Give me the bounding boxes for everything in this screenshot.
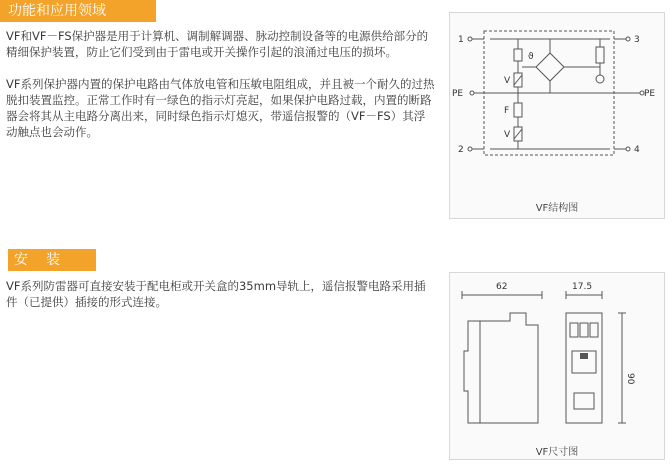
dimension-diagram-panel [449,272,665,460]
pe-right-label: PE [644,89,656,99]
paragraph-function-1: VF和VF－FS保护器是用于计算机、调制解调器、脉动控制设备等的电源供给部分的精细保护装置，防止它们受到由于雷电或开关操作引起的浪涌过电压的损坏。 [6,29,429,59]
structure-diagram-panel [449,12,665,219]
height-label: 90 [625,373,635,385]
terminal-1-label: 1 [458,35,464,45]
gas-tube [514,103,522,117]
circuit-diagram [450,13,664,193]
dimension-drawing [450,273,664,438]
varistor-2-label: V [504,130,511,140]
varistor-1-label: V [504,76,511,86]
paragraph-install: VF系列防雷器可直接安装于配电柜或开关盒的35mm导轨上，遥信报警电路采用插件（已提供）插接的形式连接。 [6,279,426,309]
paragraph-function-2: VF系列保护器内置的保护电路由气体放电管和压敏电阻组成，并且被一个耐久的过热脱扣装置监控。正常工作时有一绿色的指示灯亮起，如果保护电路过载，内置的断路器会将其从主电路分离出来，同时绿色指示灯熄灭，带遥信报警的（VF－FS）其浮动触点也会动作。 [6,77,435,139]
section-title-function: 功能和应用领域 [0,0,156,22]
terminal-2-label: 2 [458,145,464,155]
indicator-led [596,75,604,83]
section-title-install: 安装 [8,249,96,271]
thermal-fuse [514,49,522,61]
resistor [596,47,604,63]
module-width-label: 17.5 [572,282,593,292]
width-label: 62 [496,282,508,292]
terminal-3-label: 3 [634,35,640,45]
pe-left-label: PE [452,89,464,99]
terminal-4-label: 4 [634,145,640,155]
structure-caption: VF结构图 [535,203,579,214]
fuse-label: F [504,106,510,116]
side-view-outline [464,313,538,423]
theta-label: ϑ [528,52,534,62]
front-view-outline [566,313,602,423]
dimension-caption: VF尺寸图 [535,447,579,458]
bridge-rectifier [536,53,564,81]
